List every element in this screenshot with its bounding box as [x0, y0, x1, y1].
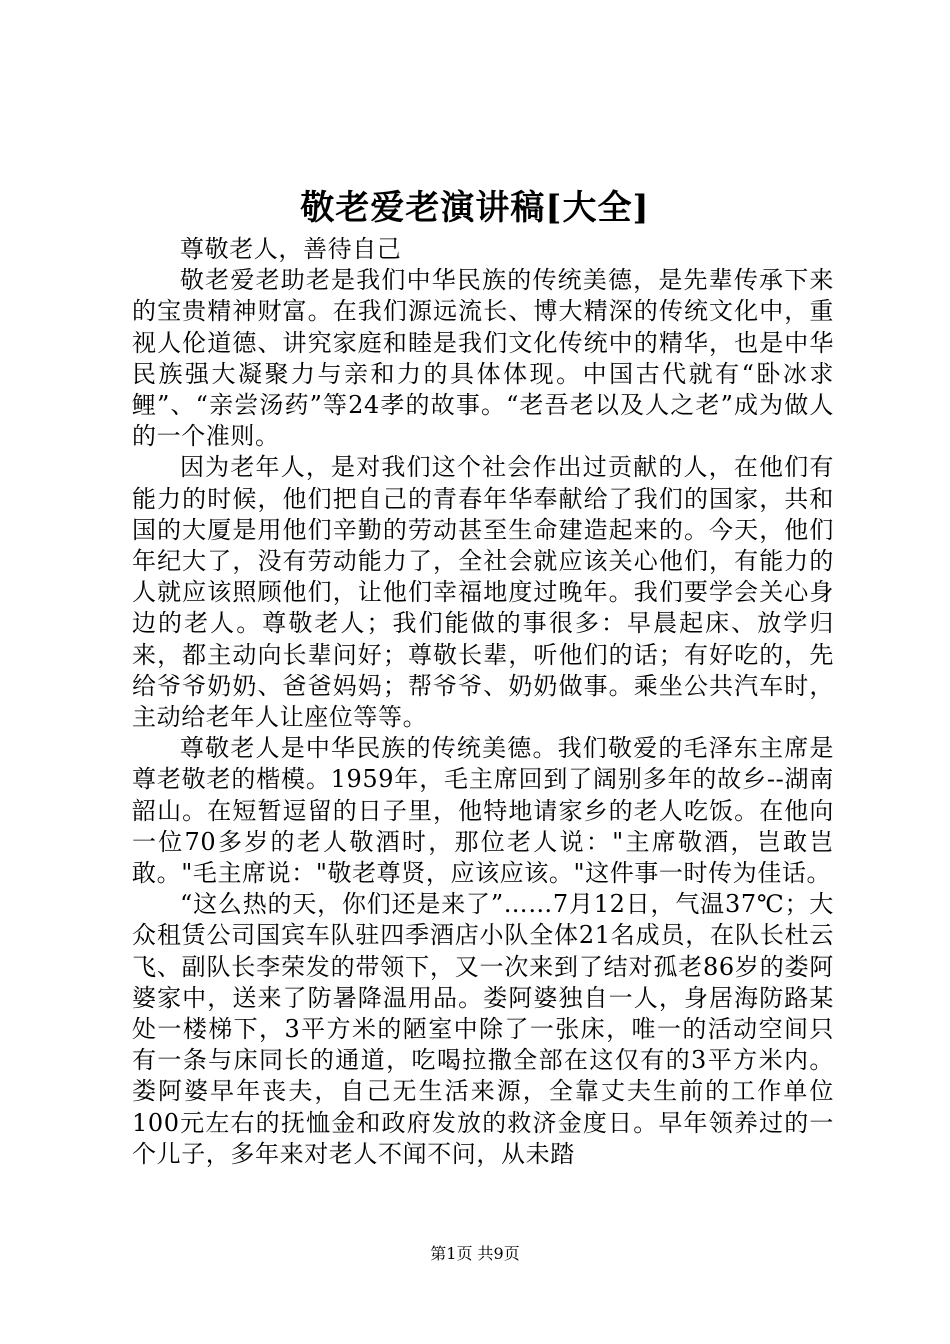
paragraph: “这么热的天，你们还是来了”……7月12日，气温37℃；大众租赁公司国宾车队驻四季酒店小队全体21名成员，在队长杜云飞、副队长李荣发的带领下，又一次来到了结对孤老86岁的娄阿婆家中，送来了防暑降温用品。娄阿婆独自一人，身居海防路某处一楼梯下，3平方米的陋室中除了一张床，唯一的活动空间只有一条与床同长的通道，吃喝拉撒全部在这仅有的3平方米内。娄阿婆早年丧夫，自己无生活来源，全靠丈夫生前的工作单位100元左右的抚恤金和政府发放的救济金度日。早年领养过的一个儿子，多年来对老人不闻不问，从未踏: [132, 890, 834, 1168]
paragraph: 因为老年人，是对我们这个社会作出过贡献的人，在他们有能力的时候，他们把自己的青春年华奉献给了我们的国家，共和国的大厦是用他们辛勤的劳动甚至生命建造起来的。今天，他们年纪大了，没有劳动能力了，全社会就应该关心他们，有能力的人就应该照顾他们，让他们幸福地度过晚年。我们要学会关心身边的老人。尊敬老人；我们能做的事很多：早晨起床、放学归来，都主动向长辈问好；尊敬长辈，听他们的话；有好吃的，先给爷爷奶奶、爸爸妈妈；帮爷爷、奶奶做事。乘坐公共汽车时，主动给老年人让座位等等。: [132, 453, 834, 732]
document-title: 敬老爱老演讲稿[大全]: [300, 188, 650, 228]
paragraph-subtitle: 尊敬老人，善待自己: [180, 235, 402, 263]
paragraph: 敬老爱老助老是我们中华民族的传统美德，是先辈传承下来的宝贵精神财富。在我们源远流长、博大精深的传统文化中，重视人伦道德、讲究家庭和睦是我们文化传统中的精华，也是中华民族强大凝聚力与亲和力的具体体现。中国古代就有“卧冰求鲤”、“亲尝汤药”等24孝的故事。“老吾老以及人之老”成为做人的一个准则。: [132, 266, 834, 451]
paragraph: 尊敬老人是中华民族的传统美德。我们敬爱的毛泽东主席是尊老敬老的楷模。1959年，毛主席回到了阔别多年的故乡--湖南韶山。在短暂逗留的日子里，他特地请家乡的老人吃饭。在他向一位70多岁的老人敬酒时，那位老人说："主席敬酒，岂敢岂敢。"毛主席说："敬老尊贤，应该应该。"这件事一时传为佳话。: [132, 734, 834, 888]
page-footer: 第1页 共9页: [430, 1244, 520, 1263]
document-body: [132, 234, 834, 1170]
